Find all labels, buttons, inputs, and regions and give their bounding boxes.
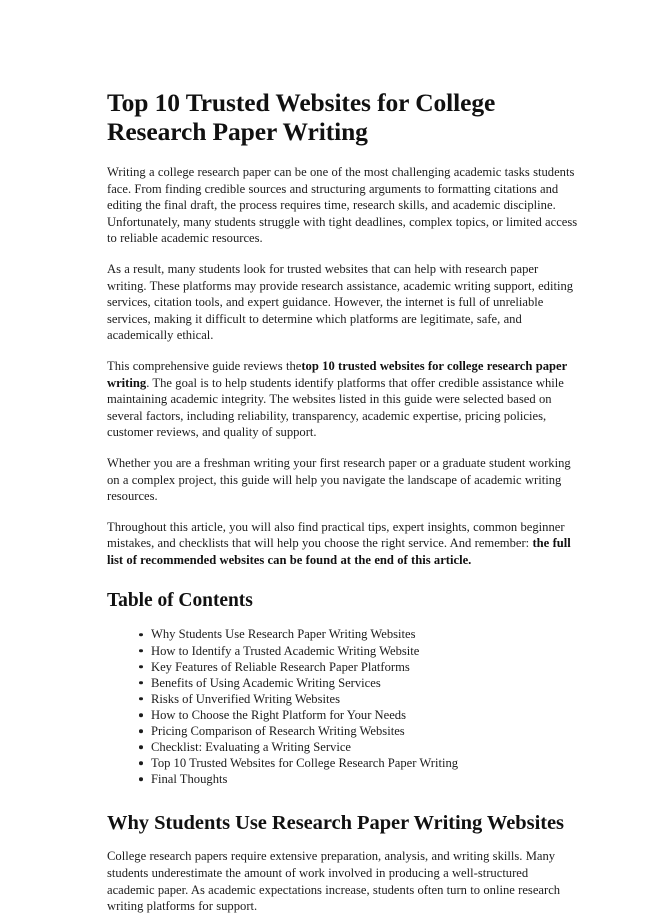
table-of-contents-list <box>107 626 578 787</box>
toc-item-label: Key Features of Reliable Research Paper Platforms <box>151 659 410 674</box>
intro-paragraph-5-emphasis: the full list of recommended websites can be found at the end of this article. <box>107 536 571 567</box>
page-title: Top 10 Trusted Websites for College Research Paper Writing <box>107 88 496 146</box>
toc-item-label: Risks of Unverified Writing Websites <box>151 691 340 706</box>
toc-item-label: Benefits of Using Academic Writing Services <box>151 675 381 690</box>
list-item[interactable] <box>139 723 578 739</box>
list-item[interactable] <box>139 675 578 691</box>
list-item[interactable] <box>139 643 578 659</box>
bullet-icon <box>139 729 143 733</box>
list-item[interactable] <box>139 691 578 707</box>
toc-item-label: How to Choose the Right Platform for Your Needs <box>151 707 407 722</box>
toc-item-label: How to Identify a Trusted Academic Writing Website <box>151 643 420 658</box>
bullet-icon <box>139 697 143 701</box>
toc-item-label: Top 10 Trusted Websites for College Research Paper Writing <box>151 756 459 771</box>
intro-paragraph-3-lead: This comprehensive guide reviews the <box>107 358 302 373</box>
section-heading-why-students: Why Students Use Research Paper Writing Websites <box>107 812 564 835</box>
intro-paragraph-4: Whether you are a freshman writing your first research paper or a graduate student working on a complex project, this guide will help you navigate the landscape of academic writing resources. <box>107 455 571 504</box>
bullet-icon <box>139 778 143 782</box>
list-item[interactable] <box>139 771 578 787</box>
section-why-paragraph: College research papers require extensive preparation, analysis, and writing skills. Many students underestimate the amount of work involved in producing a well-structured academic paper. As academic expectations increase, students often turn to online research writing platforms for support. <box>107 849 561 914</box>
intro-paragraph-3-rest: . The goal is to help students identify platforms that offer credible assistance while maintaining academic integrity. The websites listed in this guide were selected based on several factors, including reliability, transparency, academic expertise, pricing policies, customer reviews, and quality of support. <box>107 375 564 440</box>
table-of-contents-heading: Table of Contents <box>107 590 253 612</box>
bullet-icon <box>139 745 143 749</box>
bullet-icon <box>139 633 143 637</box>
toc-item-label: Why Students Use Research Paper Writing Websites <box>151 627 416 642</box>
bullet-icon <box>139 713 143 717</box>
intro-paragraph-1: Writing a college research paper can be one of the most challenging academic tasks students face. From finding credible sources and structuring arguments to formatting citations and editing the final draft, the process requires time, research skills, and academic discipline. Unfortunately, many students struggle with tight deadlines, complex topics, or limited access to reliable academic resources. <box>107 165 578 246</box>
toc-item-label: Pricing Comparison of Research Writing Websites <box>151 724 405 739</box>
intro-paragraph-2: As a result, many students look for trusted websites that can help with research paper writing. These platforms may provide research assistance, academic writing support, editing services, citation tools, and expert guidance. However, the internet is full of unreliable services, making it difficult to determine which platforms are legitimate, safe, and academically ethical. <box>107 261 574 343</box>
toc-item-label: Checklist: Evaluating a Writing Service <box>151 740 352 755</box>
intro-paragraph-3 <box>107 358 578 441</box>
toc-item-label: Final Thoughts <box>151 772 228 787</box>
list-item[interactable] <box>139 626 578 642</box>
bullet-icon <box>139 649 143 653</box>
intro-paragraph-5-lead: Throughout this article, you will also find practical tips, expert insights, common beginner mistakes, and checklists that will help you choose the right service. And remember: <box>107 519 565 551</box>
intro-paragraph-5 <box>107 519 578 569</box>
list-item[interactable] <box>139 707 578 723</box>
bullet-icon <box>139 665 143 669</box>
list-item[interactable] <box>139 659 578 675</box>
list-item[interactable] <box>139 739 578 755</box>
list-item[interactable] <box>139 755 578 771</box>
bullet-icon <box>139 681 143 685</box>
intro-paragraph-3-emphasis: top 10 trusted websites for college research paper writing <box>107 358 567 390</box>
bullet-icon <box>139 761 143 765</box>
